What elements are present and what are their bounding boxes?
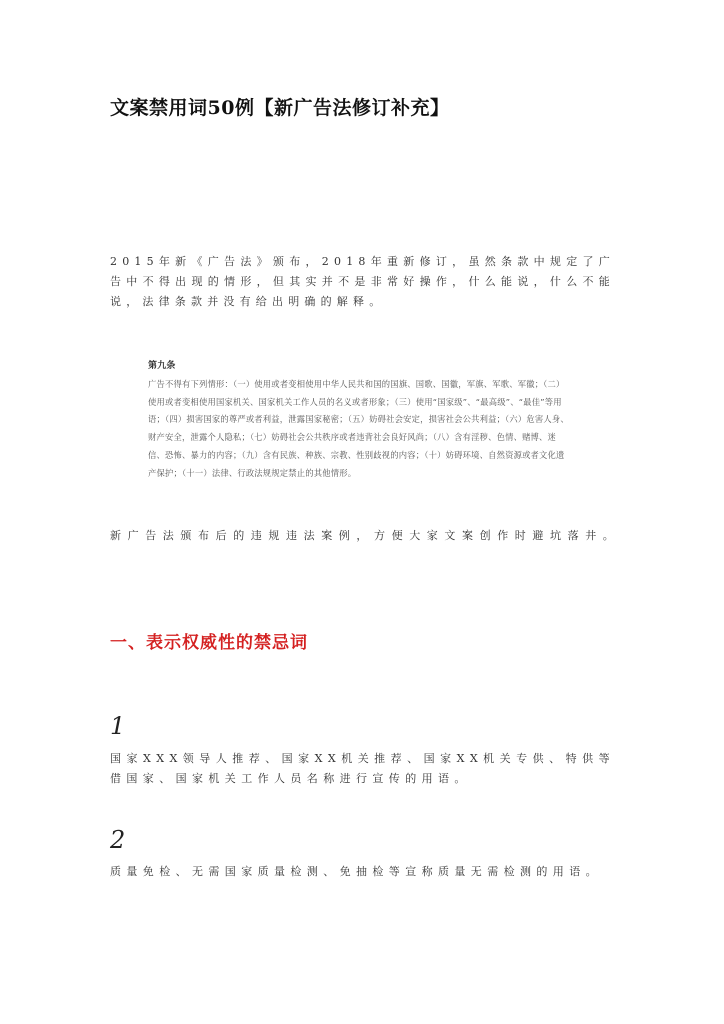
note-paragraph: 新广告法颁布后的违规违法案例，方便大家文案创作时避坑落井。 [110, 529, 621, 542]
item-text: 质量免检、无需国家质量检测、免抽检等宣称质量无需检测的用语。 [110, 865, 602, 878]
article-heading: 第九条 [148, 361, 176, 371]
item-number: 1 [110, 712, 126, 740]
section-title: 一、表示权威性的禁忌词 [110, 633, 308, 653]
law-article-image [148, 358, 573, 483]
item-number: 2 [110, 826, 126, 854]
item-text: 国家XXX领导人推荐、国家XX机关推荐、国家XX机关专供、特供等借国家、国家机关工作人员名称进行宣传的用语。 [110, 752, 615, 785]
article-body: 广告不得有下列情形：（一）使用或者变相使用中华人民共和国的国旗、国歌、国徽，军旗、军歌、军徽；（二）使用或者变相使用国家机关、国家机关工作人员的名义或者形象；（三）使用“国家级”、“最高级”、“最佳”等用语；（四）损害国家的尊严或者利益，泄露国家秘密；（五）妨碍社会安定，损害社会公共利益；（六）危害人身、财产安全，泄露个人隐私；（七）妨碍社会公共秩序或者违背社会良好风尚；（八）含有淫秽、色情、赌博、迷信、恐怖、暴力的内容；（九）含有民族、种族、宗教、性别歧视的内容；（十）妨碍环境、自然资源或者文化遗产保护；（十一）法律、行政法规规定禁止的其他情形。 [148, 378, 569, 478]
intro-paragraph: 2015年新《广告法》颁布，2018年重新修订，虽然条款中规定了广告中不得出现的情形，但其实并不是非常好操作，什么能说，什么不能说，法律条款并没有给出明确的解释。 [110, 255, 615, 308]
document-title: 文案禁用词50例【新广告法修订补充】 [110, 97, 450, 119]
